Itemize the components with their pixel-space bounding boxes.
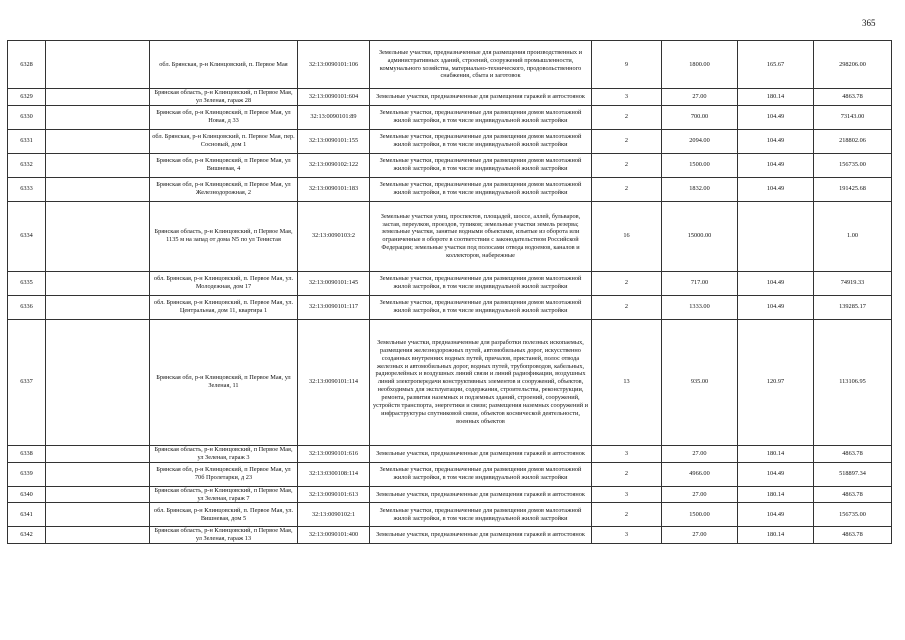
address-cell: Брянская обл, р-н Клинцовский, п Первое Мая, ул Новая, д 33 [150, 105, 298, 129]
cadastral-number-cell: 32:13:0090101:155 [298, 129, 370, 153]
cadastral-number-cell: 32:13:0090102:122 [298, 153, 370, 177]
land-use-cell: Земельные участки, предназначенные для размещения домов малоэтажной жилой застройки, в том числе индивидуальной жилой застройки [370, 105, 592, 129]
land-use-cell: Земельные участки, предназначенные для разработки полезных ископаемых, размещения железнодорожных путей, автомобильных дорог, искусственно созданных внутренних водных путей, причалов, пристаней, полос отвода железных и автомобильных дорог, водных путей, трубопроводов, кабельных, радиорелейных и воздушных линий связи и линий радиофикации, воздушных линий электропередачи конструктивных элементов и сооружений, объектов, необходимых для эксплуатации, содержания, строительства, реконструкции, ремонта, развития наземных и подземных зданий, строений, сооружений, устройств транспорта, энергетики и связи; размещения наземных сооружений и инфраструктуры спутниковой связи, объектов космической деятельности, военных объектов [370, 319, 592, 445]
cadastral-number-cell: 32:13:0090101:604 [298, 89, 370, 106]
row-number: 6332 [8, 153, 46, 177]
table-row [8, 105, 892, 129]
table-row [8, 41, 892, 89]
empty-cell [46, 462, 150, 486]
empty-cell [46, 295, 150, 319]
empty-cell [46, 201, 150, 271]
row-number: 6328 [8, 41, 46, 89]
cadastral-number-cell: 32:13:0090101:106 [298, 41, 370, 89]
empty-cell [46, 527, 150, 544]
area-cell: 27.00 [662, 445, 738, 462]
cadastral-value-cell: 218802.06 [814, 129, 892, 153]
cadastral-number-cell: 32:13:0090101:89 [298, 105, 370, 129]
area-cell: 27.00 [662, 89, 738, 106]
specific-value-cell: 104.49 [738, 105, 814, 129]
land-use-cell: Земельные участки, предназначенные для размещения домов малоэтажной жилой застройки, в том числе индивидуальной жилой застройки [370, 153, 592, 177]
empty-cell [46, 105, 150, 129]
area-cell: 4966.00 [662, 462, 738, 486]
cadastral-value-cell: 73143.00 [814, 105, 892, 129]
group-cell: 2 [592, 271, 662, 295]
table-row [8, 153, 892, 177]
address-cell: Брянская обл, р-н Клинцовский, п Первое Мая, ул Зеленая, 11 [150, 319, 298, 445]
row-number: 6330 [8, 105, 46, 129]
empty-cell [46, 177, 150, 201]
row-number: 6331 [8, 129, 46, 153]
table-row [8, 129, 892, 153]
cadastral-value-cell: 4863.78 [814, 445, 892, 462]
row-number: 6337 [8, 319, 46, 445]
specific-value-cell: 104.49 [738, 503, 814, 527]
row-number: 6338 [8, 445, 46, 462]
cadastral-number-cell: 32:13:0090101:145 [298, 271, 370, 295]
land-use-cell: Земельные участки, предназначенные для размещения домов малоэтажной жилой застройки, в том числе индивидуальной жилой застройки [370, 295, 592, 319]
address-cell: Брянская область, р-н Клинцовский, п Первое Мая, ул Зеленая, гараж 3 [150, 445, 298, 462]
empty-cell [46, 319, 150, 445]
row-number: 6329 [8, 89, 46, 106]
group-cell: 16 [592, 201, 662, 271]
cadastral-number-cell: 32:13:0090101:183 [298, 177, 370, 201]
row-number: 6342 [8, 527, 46, 544]
group-cell: 2 [592, 295, 662, 319]
empty-cell [46, 129, 150, 153]
land-use-cell: Земельные участки улиц, проспектов, площадей, шоссе, аллей, бульваров, застав, переулков, проездов, тупиков; земельные участки земель резерва; земельные участки, занятые водными объектами, изъятые из оборота или ограниченные в обороте в соответствии с законодательством Российской Федерации; земельные участки под полосами отвода водоемов, каналов и коллекторов, набережные [370, 201, 592, 271]
specific-value-cell: 180.14 [738, 445, 814, 462]
cadastral-value-cell: 298206.00 [814, 41, 892, 89]
area-cell: 700.00 [662, 105, 738, 129]
address-cell: Брянская обл, р-н Клинцовский, п Первое Мая, ул Железнодорожная, 2 [150, 177, 298, 201]
table-row [8, 462, 892, 486]
empty-cell [46, 153, 150, 177]
land-use-cell: Земельные участки, предназначенные для размещения домов малоэтажной жилой застройки, в том числе индивидуальной жилой застройки [370, 177, 592, 201]
area-cell: 1832.00 [662, 177, 738, 201]
row-number: 6334 [8, 201, 46, 271]
table-row [8, 271, 892, 295]
land-use-cell: Земельные участки, предназначенные для размещения производственных и административных зданий, строений, сооружений промышленности, коммунального хозяйства, материально-технического, продовольственного снабжения, сбыта и заготовок [370, 41, 592, 89]
address-cell: обл. Брянская, р-н Клинцовский, п. Первое Мая, ул. Молодежная, дом 17 [150, 271, 298, 295]
cadastral-number-cell: 32:13:0090102:1 [298, 503, 370, 527]
cadastral-value-cell: 74919.33 [814, 271, 892, 295]
group-cell: 2 [592, 503, 662, 527]
area-cell: 717.00 [662, 271, 738, 295]
cadastral-number-cell: 32:13:0090101:114 [298, 319, 370, 445]
cadastral-number-cell: 32:13:0090103:2 [298, 201, 370, 271]
table-row [8, 445, 892, 462]
table-row [8, 319, 892, 445]
cadastral-value-cell: 4863.78 [814, 527, 892, 544]
area-cell: 935.00 [662, 319, 738, 445]
table-row [8, 177, 892, 201]
cadastral-number-cell: 32:13:0090101:616 [298, 445, 370, 462]
specific-value-cell: 104.49 [738, 295, 814, 319]
specific-value-cell: 180.14 [738, 527, 814, 544]
table-row [8, 201, 892, 271]
cadastral-value-cell: 113106.95 [814, 319, 892, 445]
table-row [8, 527, 892, 544]
table-row [8, 295, 892, 319]
address-cell: обл. Брянская, р-н Клинцовский, п. Первое Мая, ул. Вишневая, дом 5 [150, 503, 298, 527]
land-registry-table [7, 40, 892, 544]
land-use-cell: Земельные участки, предназначенные для размещения домов малоэтажной жилой застройки, в том числе индивидуальной жилой застройки [370, 503, 592, 527]
specific-value-cell: 180.14 [738, 486, 814, 503]
group-cell: 2 [592, 153, 662, 177]
empty-cell [46, 89, 150, 106]
specific-value-cell: 104.49 [738, 177, 814, 201]
table-row [8, 503, 892, 527]
area-cell: 1800.00 [662, 41, 738, 89]
specific-value-cell: 180.14 [738, 89, 814, 106]
page-number: 365 [862, 18, 876, 28]
group-cell: 3 [592, 89, 662, 106]
land-use-cell: Земельные участки, предназначенные для размещения гаражей и автостоянок [370, 527, 592, 544]
land-use-cell: Земельные участки, предназначенные для размещения домов малоэтажной жилой застройки, в том числе индивидуальной жилой застройки [370, 271, 592, 295]
row-number: 6335 [8, 271, 46, 295]
group-cell: 2 [592, 129, 662, 153]
cadastral-value-cell: 139285.17 [814, 295, 892, 319]
specific-value-cell: 165.67 [738, 41, 814, 89]
specific-value-cell: 104.49 [738, 129, 814, 153]
table-row [8, 486, 892, 503]
cadastral-number-cell: 32:13:0090101:117 [298, 295, 370, 319]
land-use-cell: Земельные участки, предназначенные для размещения гаражей и автостоянок [370, 486, 592, 503]
area-cell: 1500.00 [662, 153, 738, 177]
address-cell: Брянская область, р-н Клинцовский, п Первое Мая, 1135 м на запад от дома N5 по ул Тенистая [150, 201, 298, 271]
empty-cell [46, 271, 150, 295]
cadastral-value-cell: 191425.68 [814, 177, 892, 201]
table-row [8, 89, 892, 106]
address-cell: Брянская область, р-н Клинцовский, п Первое Мая, ул Зеленая, гараж 13 [150, 527, 298, 544]
area-cell: 2094.00 [662, 129, 738, 153]
address-cell: Брянская обл, р-н Клинцовский, п Первое Мая, ул Вишневая, 4 [150, 153, 298, 177]
area-cell: 15000.00 [662, 201, 738, 271]
row-number: 6339 [8, 462, 46, 486]
land-use-cell: Земельные участки, предназначенные для размещения гаражей и автостоянок [370, 445, 592, 462]
empty-cell [46, 486, 150, 503]
area-cell: 1500.00 [662, 503, 738, 527]
area-cell: 1333.00 [662, 295, 738, 319]
area-cell: 27.00 [662, 527, 738, 544]
row-number: 6341 [8, 503, 46, 527]
group-cell: 2 [592, 177, 662, 201]
area-cell: 27.00 [662, 486, 738, 503]
address-cell: Брянская область, р-н Клинцовский, п Первое Мая, ул Зеленая, гараж 28 [150, 89, 298, 106]
group-cell: 2 [592, 105, 662, 129]
empty-cell [46, 41, 150, 89]
address-cell: Брянская область, р-н Клинцовский, п Первое Мая, ул Зеленая, гараж 7 [150, 486, 298, 503]
cadastral-number-cell: 32:13:0090101:613 [298, 486, 370, 503]
cadastral-number-cell: 32:13:0300108:114 [298, 462, 370, 486]
specific-value-cell [738, 201, 814, 271]
address-cell: Брянская обл, р-н Клинцовский, п Первое Мая, ул 70б Пролетарки, д 23 [150, 462, 298, 486]
group-cell: 3 [592, 486, 662, 503]
group-cell: 3 [592, 445, 662, 462]
specific-value-cell: 104.49 [738, 462, 814, 486]
cadastral-value-cell: 518897.34 [814, 462, 892, 486]
cadastral-value-cell: 156735.00 [814, 153, 892, 177]
cadastral-value-cell: 4863.78 [814, 89, 892, 106]
land-use-cell: Земельные участки, предназначенные для размещения домов малоэтажной жилой застройки, в том числе индивидуальной жилой застройки [370, 129, 592, 153]
cadastral-value-cell: 4863.78 [814, 486, 892, 503]
empty-cell [46, 445, 150, 462]
specific-value-cell: 104.49 [738, 271, 814, 295]
empty-cell [46, 503, 150, 527]
row-number: 6336 [8, 295, 46, 319]
address-cell: обл. Брянская, р-н Клинцовский, п. Первое Мая [150, 41, 298, 89]
row-number: 6333 [8, 177, 46, 201]
specific-value-cell: 120.97 [738, 319, 814, 445]
cadastral-value-cell: 156735.00 [814, 503, 892, 527]
group-cell: 13 [592, 319, 662, 445]
row-number: 6340 [8, 486, 46, 503]
group-cell: 3 [592, 527, 662, 544]
group-cell: 2 [592, 462, 662, 486]
group-cell: 9 [592, 41, 662, 89]
land-use-cell: Земельные участки, предназначенные для размещения гаражей и автостоянок [370, 89, 592, 106]
cadastral-number-cell: 32:13:0090101:400 [298, 527, 370, 544]
address-cell: обл. Брянская, р-н Клинцовский, п. Первое Мая, ул. Центральная, дом 11, квартира 1 [150, 295, 298, 319]
land-use-cell: Земельные участки, предназначенные для размещения домов малоэтажной жилой застройки, в том числе индивидуальной жилой застройки [370, 462, 592, 486]
address-cell: обл. Брянская, р-н Клинцовский, п. Первое Мая, пер. Сосновый, дом 1 [150, 129, 298, 153]
cadastral-value-cell: 1.00 [814, 201, 892, 271]
specific-value-cell: 104.49 [738, 153, 814, 177]
